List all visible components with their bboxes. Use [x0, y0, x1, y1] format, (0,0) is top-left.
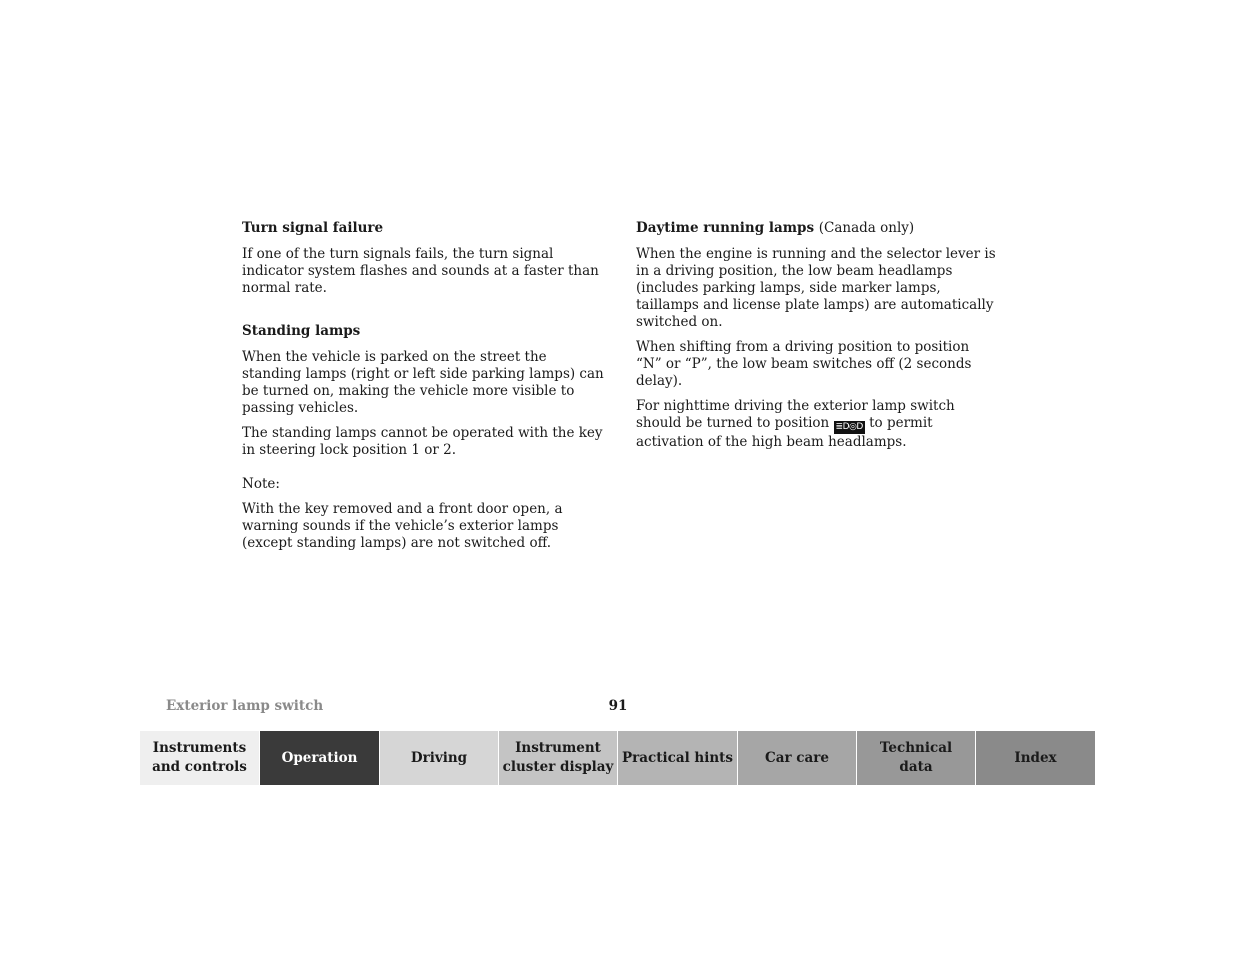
note-label: Note:: [242, 476, 280, 492]
nav-tab-label: Driving: [410, 749, 468, 766]
nav-tab-driving[interactable]: [380, 731, 499, 785]
nav-tab-label: Car care: [765, 749, 829, 766]
nav-tab-label: Instrument cluster display: [502, 740, 614, 775]
nav-tab-label: Practical hints: [622, 749, 733, 766]
drl-text-3: [636, 398, 996, 451]
left-column: [242, 220, 607, 560]
drl-text-2: When shifting from a driving position to position “N” or “P”, the low beam switches off (2 seconds delay).: [636, 339, 972, 389]
nav-tab-label: Index: [1014, 749, 1057, 766]
turn-signal-text: If one of the turn signals fails, the turn signal indicator system flashes and sounds at a faster than normal rate.: [242, 246, 599, 296]
right-column: [636, 220, 996, 459]
chapter-nav: [140, 731, 1095, 785]
nav-tab-label: Operation: [281, 749, 358, 766]
nav-tab-index[interactable]: [976, 731, 1095, 785]
footer-section-title: Exterior lamp switch: [166, 698, 324, 714]
nav-tab-operation[interactable]: [260, 731, 380, 785]
page-number: 91: [608, 698, 628, 714]
nav-tab-instrument-cluster-display[interactable]: [499, 731, 618, 785]
note-text: With the key removed and a front door open, a warning sounds if the vehicle’s exterior lamps (except standing lamps) are not switched off.: [242, 501, 563, 551]
nav-tab-label: Technical data: [879, 740, 953, 775]
drl-text-1: When the engine is running and the selector lever is in a driving position, the low beam headlamps (includes parking lamps, side marker lamps, taillamps and license plate lamps) are automatically switched on.: [636, 246, 996, 330]
drl-heading-title: Daytime running lamps: [636, 220, 815, 236]
nav-tab-technical-data[interactable]: [857, 731, 976, 785]
nav-tab-instruments-and-controls[interactable]: [140, 731, 260, 785]
drl-text-3-after: to permit activation of the high beam headlamps.: [636, 415, 933, 450]
headlamp-position-icon: ≣D◎D: [835, 422, 863, 432]
standing-lamps-text-2: The standing lamps cannot be operated with the key in steering lock position 1 or 2.: [242, 425, 603, 458]
standing-lamps-text-1: When the vehicle is parked on the street the standing lamps (right or left side parking lamps) can be turned on, making the vehicle more visible to passing vehicles.: [242, 349, 604, 416]
drl-heading-suffix: (Canada only): [818, 220, 915, 236]
turn-signal-heading: Turn signal failure: [242, 220, 384, 236]
drl-heading: [636, 220, 996, 237]
drl-text-3-before: For nighttime driving the exterior lamp switch should be turned to position: [636, 398, 955, 431]
nav-tab-car-care[interactable]: [738, 731, 857, 785]
standing-lamps-heading: Standing lamps: [242, 323, 361, 339]
nav-tab-label: Instruments and controls: [152, 740, 247, 775]
nav-tab-practical-hints[interactable]: [618, 731, 738, 785]
